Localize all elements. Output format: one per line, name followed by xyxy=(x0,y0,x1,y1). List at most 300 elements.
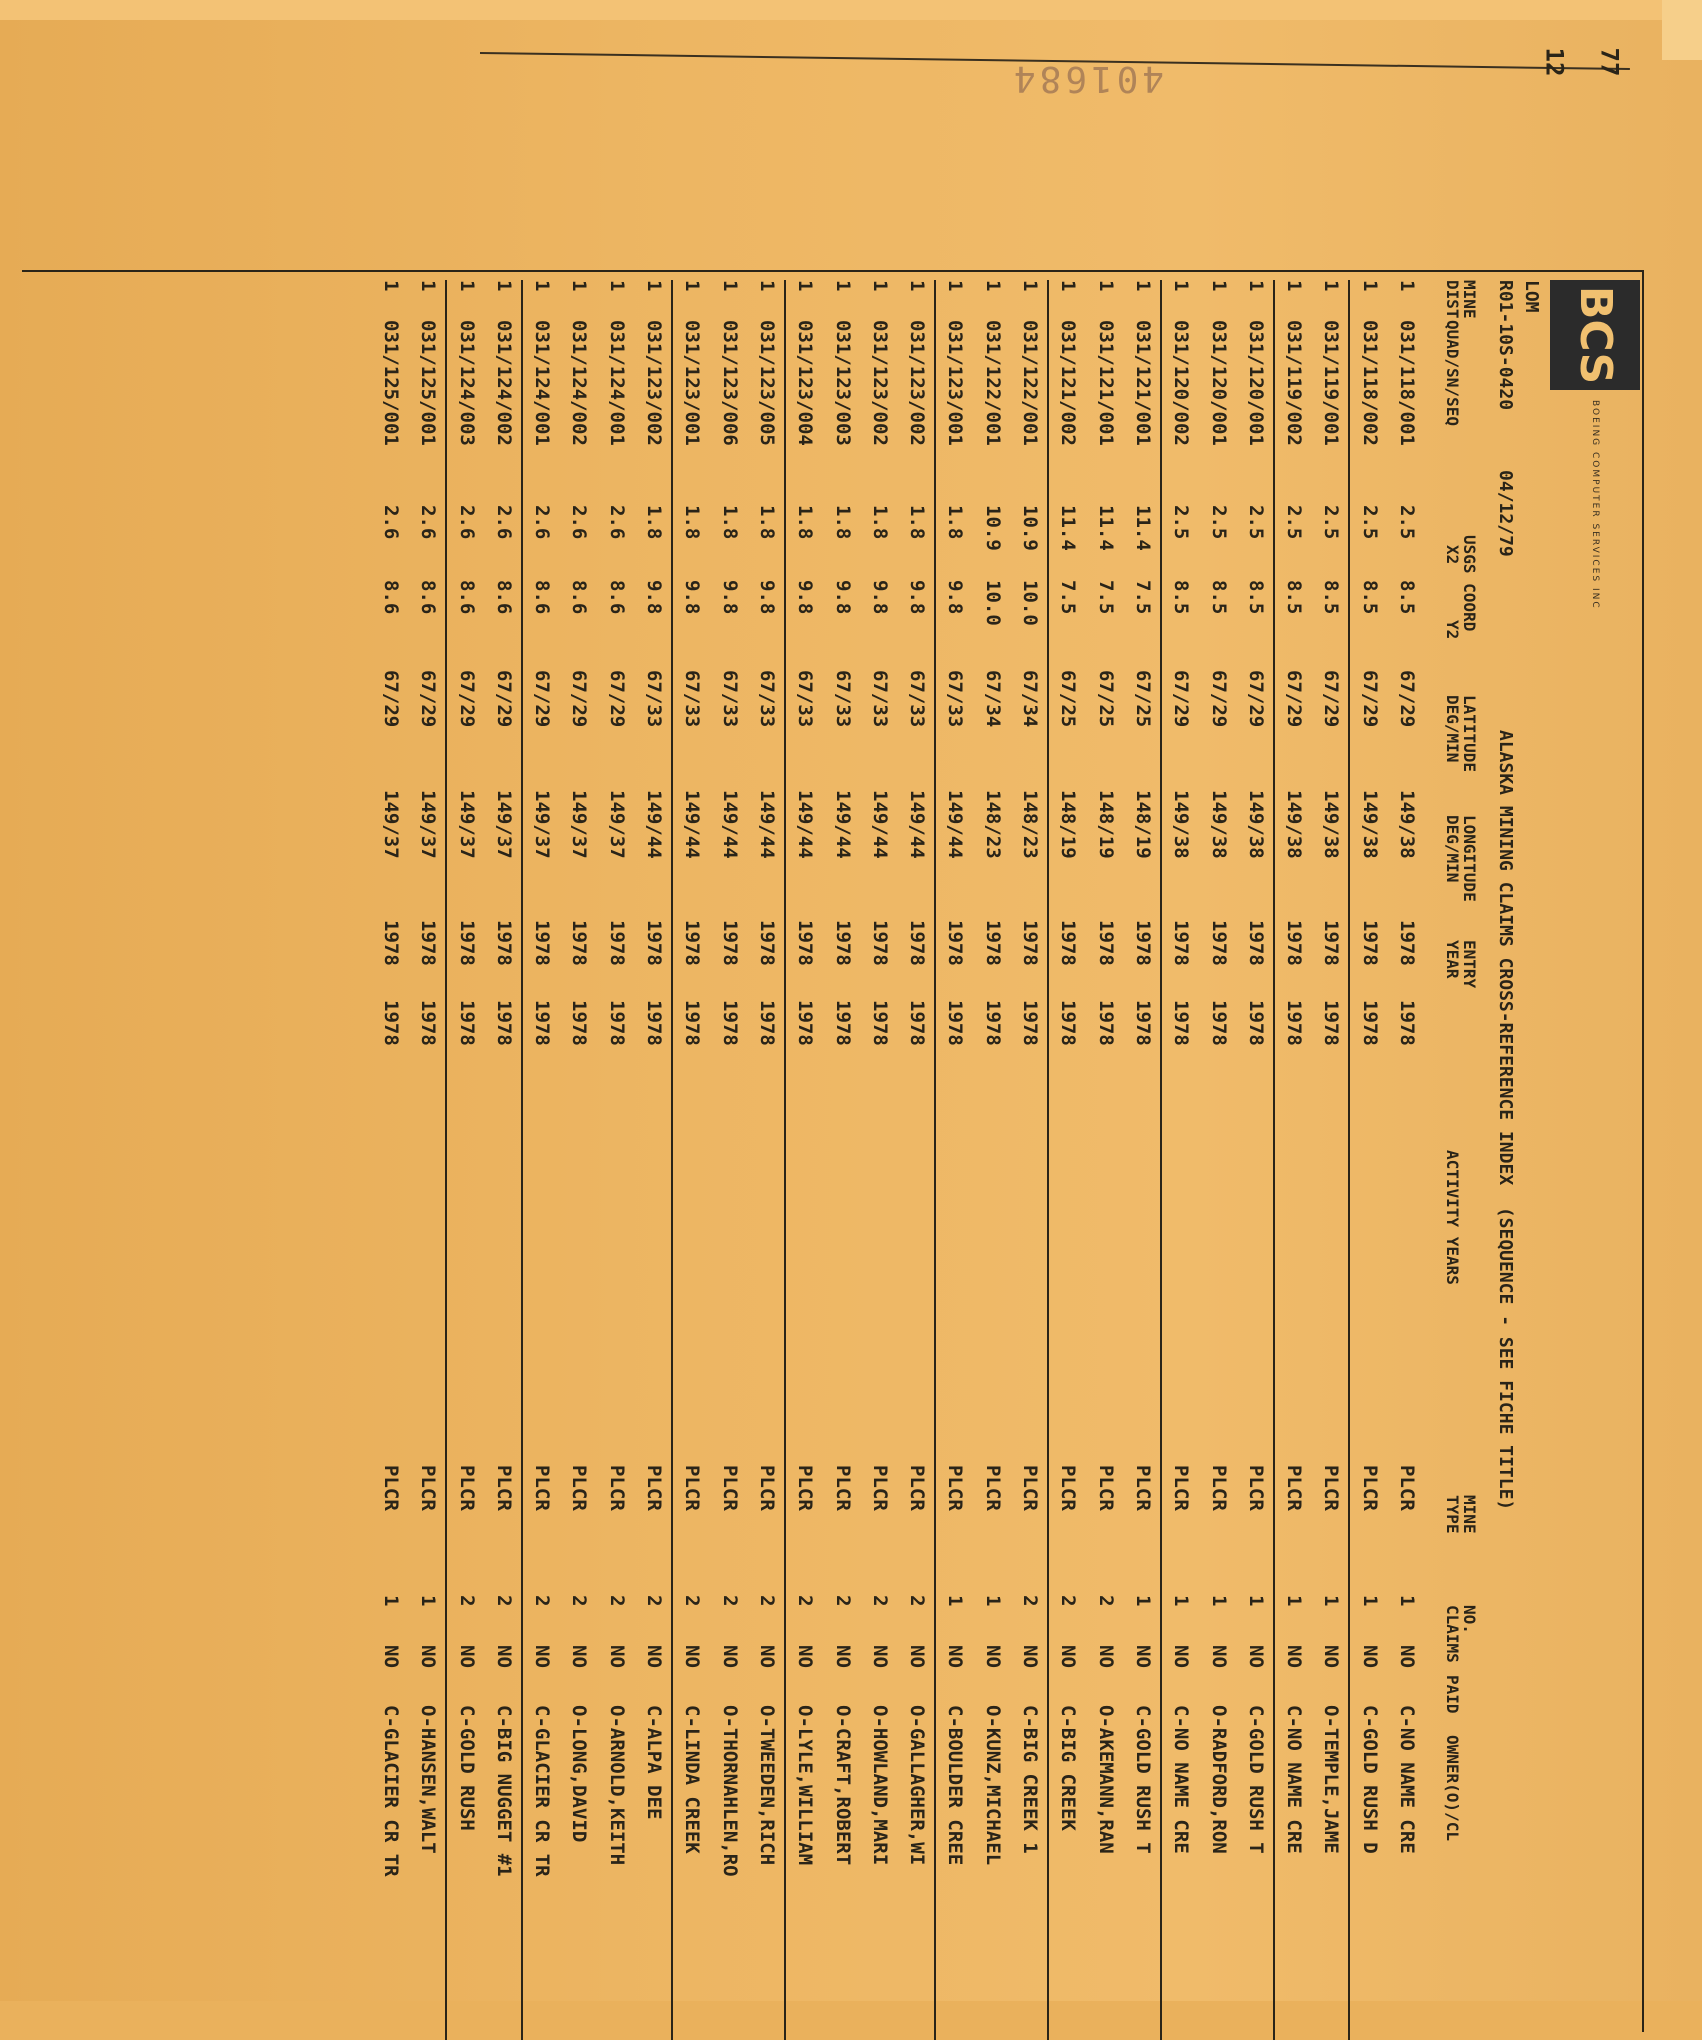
logo-subtitle: BOEING COMPUTER SERVICES INC xyxy=(1590,400,1600,610)
run-id: R01-10S-0420 xyxy=(1495,280,1516,411)
table-cell: NO xyxy=(681,1645,704,1668)
run-date: 04/12/79 xyxy=(1495,470,1516,557)
table-cell: 149/37 xyxy=(417,790,440,859)
table-cell: 2.6 xyxy=(568,505,591,540)
table-cell: 1.8 xyxy=(868,505,891,540)
table-row xyxy=(484,280,521,2040)
table-cell: 67/33 xyxy=(643,670,666,728)
table-cell: 1978 xyxy=(755,920,778,966)
table-cell: 9.8 xyxy=(794,580,817,615)
table-cell: 149/44 xyxy=(944,790,967,859)
table-cell: PLCR xyxy=(379,1465,402,1511)
table-cell: 2 xyxy=(718,1595,741,1607)
table-row xyxy=(1085,280,1122,2040)
table-cell: 1.8 xyxy=(681,505,704,540)
table-cell: 67/33 xyxy=(906,670,929,728)
page-corner xyxy=(1662,0,1702,60)
table-cell: 67/29 xyxy=(1358,670,1381,728)
table-cell: C-BIG CREEK 1 xyxy=(1019,1705,1042,1854)
table-cell: PLCR xyxy=(531,1465,554,1511)
table-row xyxy=(747,280,784,2040)
table-cell: 148/19 xyxy=(1131,790,1154,859)
table-cell: 67/33 xyxy=(755,670,778,728)
table-cell: 67/29 xyxy=(379,670,402,728)
table-cell: 1 xyxy=(1207,1595,1230,1607)
table-cell: 1978 xyxy=(906,1000,929,1046)
table-cell: NO xyxy=(1207,1645,1230,1668)
table-cell: 67/34 xyxy=(1019,670,1042,728)
table-cell: 9.8 xyxy=(718,580,741,615)
table-cell: 67/33 xyxy=(868,670,891,728)
table-cell: 1 xyxy=(944,280,967,292)
table-cell: O-CRAFT,ROBERT xyxy=(831,1705,854,1866)
table-cell: C-NO NAME CRE xyxy=(1283,1705,1306,1854)
table-cell: 1.8 xyxy=(718,505,741,540)
table-cell: 149/38 xyxy=(1244,790,1267,859)
table-cell: 1978 xyxy=(1170,1000,1193,1046)
table-cell: 8.5 xyxy=(1320,580,1343,615)
table-cell: 1 xyxy=(831,280,854,292)
table-cell: O-ARNOLD,KEITH xyxy=(605,1705,628,1866)
page-top-edge xyxy=(0,0,1702,20)
table-cell: 1978 xyxy=(906,920,929,966)
table-cell: 67/29 xyxy=(455,670,478,728)
table-cell: PLCR xyxy=(1207,1465,1230,1511)
table-cell: 1978 xyxy=(492,920,515,966)
table-cell: PLCR xyxy=(868,1465,891,1511)
table-cell: 1978 xyxy=(868,920,891,966)
table-cell: 9.8 xyxy=(868,580,891,615)
table-cell: PLCR xyxy=(1057,1465,1080,1511)
table-cell: 1978 xyxy=(944,1000,967,1046)
table-cell: PLCR xyxy=(681,1465,704,1511)
table-row xyxy=(1387,280,1424,2040)
table-cell: 2.6 xyxy=(531,505,554,540)
table-cell: 1978 xyxy=(1358,920,1381,966)
table-row xyxy=(634,280,671,2040)
table-cell: 1 xyxy=(1358,280,1381,292)
table-cell: 1978 xyxy=(1019,920,1042,966)
table-row xyxy=(860,280,897,2040)
table-cell: O-TEMPLE,JAME xyxy=(1320,1705,1343,1854)
table-cell: 8.5 xyxy=(1283,580,1306,615)
table-row xyxy=(972,280,1009,2040)
table-cell: 1978 xyxy=(1320,1000,1343,1046)
table-row xyxy=(445,280,483,2040)
table-cell: 2 xyxy=(1057,1595,1080,1607)
table-cell: 149/38 xyxy=(1207,790,1230,859)
table-cell: 1978 xyxy=(1170,920,1193,966)
table-cell: 1.8 xyxy=(944,505,967,540)
table-cell: 1 xyxy=(981,280,1004,292)
table-cell: 1978 xyxy=(1207,920,1230,966)
table-row xyxy=(1010,280,1047,2040)
table-cell: O-GALLAGHER,WI xyxy=(906,1705,929,1866)
table-cell: 149/37 xyxy=(379,790,402,859)
table-cell: 1 xyxy=(568,280,591,292)
table-cell: O-AKEMANN,RAN xyxy=(1094,1705,1117,1854)
table-cell: NO xyxy=(906,1645,929,1668)
table-row xyxy=(559,280,596,2040)
table-cell: 1 xyxy=(1358,1595,1381,1607)
table-cell: NO xyxy=(1283,1645,1306,1668)
table-row xyxy=(784,280,822,2040)
table-cell: 9.8 xyxy=(944,580,967,615)
table-cell: 1 xyxy=(417,1595,440,1607)
table-cell: PLCR xyxy=(1244,1465,1267,1511)
header-y2: Y2 xyxy=(1443,620,1462,640)
table-row xyxy=(408,280,445,2040)
table-cell: PLCR xyxy=(1396,1465,1418,1511)
table-cell: 031/123/002 xyxy=(868,320,891,446)
table-cell: 1 xyxy=(1131,1595,1154,1607)
table-cell: 2.6 xyxy=(492,505,515,540)
table-cell: 1 xyxy=(605,280,628,292)
table-cell: 67/33 xyxy=(831,670,854,728)
table-cell: 031/123/002 xyxy=(643,320,666,446)
table-cell: PLCR xyxy=(1283,1465,1306,1511)
table-cell: C-NO NAME CRE xyxy=(1170,1705,1193,1854)
table-cell: 031/120/001 xyxy=(1244,320,1267,446)
table-cell: PLCR xyxy=(831,1465,854,1511)
table-cell: NO xyxy=(417,1645,440,1668)
table-cell: 8.6 xyxy=(568,580,591,615)
table-cell: C-GLACIER CR TR xyxy=(379,1705,402,1877)
table-cell: 031/124/002 xyxy=(492,320,515,446)
table-cell: 031/118/001 xyxy=(1396,320,1418,446)
table-cell: PLCR xyxy=(981,1465,1004,1511)
table-cell: 1978 xyxy=(455,920,478,966)
run-line xyxy=(1495,280,1516,557)
table-cell: NO xyxy=(718,1645,741,1668)
table-cell: PLCR xyxy=(794,1465,817,1511)
table-cell: 1978 xyxy=(1207,1000,1230,1046)
table-cell: 67/25 xyxy=(1057,670,1080,728)
table-cell: O-RADFORD,RON xyxy=(1207,1705,1230,1854)
table-cell: 7.5 xyxy=(1131,580,1154,615)
table-cell: 8.5 xyxy=(1170,580,1193,615)
table-cell: 1978 xyxy=(981,1000,1004,1046)
table-cell: 1978 xyxy=(1131,920,1154,966)
table-cell: 8.6 xyxy=(605,580,628,615)
table-cell: 2 xyxy=(868,1595,891,1607)
table-cell: 7.5 xyxy=(1057,580,1080,615)
table-cell: 1 xyxy=(868,280,891,292)
table-cell: 1978 xyxy=(492,1000,515,1046)
table-cell: O-KUNZ,MICHAEL xyxy=(981,1705,1004,1866)
table-cell: 2.5 xyxy=(1283,505,1306,540)
claims-table xyxy=(371,280,1424,2040)
table-cell: 149/44 xyxy=(906,790,929,859)
table-cell: 1.8 xyxy=(755,505,778,540)
table-cell: 148/19 xyxy=(1057,790,1080,859)
table-cell: 2.5 xyxy=(1358,505,1381,540)
table-cell: 67/29 xyxy=(531,670,554,728)
header-entry-year: ENTRY YEAR xyxy=(1443,940,1479,989)
table-cell: PLCR xyxy=(718,1465,741,1511)
header-lat: LATITUDE DEG/MIN xyxy=(1443,695,1479,773)
table-cell: 8.6 xyxy=(417,580,440,615)
table-cell: C-BOULDER CREE xyxy=(944,1705,967,1866)
header-usgs: USGS COORD xyxy=(1460,535,1479,632)
table-cell: NO xyxy=(568,1645,591,1668)
table-cell: 149/37 xyxy=(455,790,478,859)
table-cell: 1 xyxy=(531,280,554,292)
table-cell: 149/38 xyxy=(1358,790,1381,859)
table-cell: 9.8 xyxy=(755,580,778,615)
table-cell: NO xyxy=(605,1645,628,1668)
table-cell: NO xyxy=(755,1645,778,1668)
table-cell: 1978 xyxy=(1283,920,1306,966)
table-cell: C-NO NAME CRE xyxy=(1396,1705,1418,1854)
table-cell: 1 xyxy=(1207,280,1230,292)
table-cell: 1978 xyxy=(605,1000,628,1046)
table-cell: 031/123/004 xyxy=(794,320,817,446)
table-cell: 149/44 xyxy=(718,790,741,859)
table-row xyxy=(1123,280,1160,2040)
table-cell: NO xyxy=(1358,1645,1381,1668)
table-cell: 149/44 xyxy=(868,790,891,859)
table-cell: PLCR xyxy=(568,1465,591,1511)
table-cell: 1978 xyxy=(981,920,1004,966)
table-cell: 67/29 xyxy=(605,670,628,728)
table-cell: 149/37 xyxy=(568,790,591,859)
table-row xyxy=(671,280,709,2040)
table-cell: 2.5 xyxy=(1244,505,1267,540)
table-cell: 149/44 xyxy=(831,790,854,859)
table-cell: 1978 xyxy=(379,1000,402,1046)
table-cell: 1 xyxy=(379,1595,402,1607)
table-cell: O-LONG,DAVID xyxy=(568,1705,591,1843)
table-cell: 67/33 xyxy=(794,670,817,728)
table-row xyxy=(1311,280,1348,2040)
table-cell: 149/44 xyxy=(755,790,778,859)
table-cell: 1978 xyxy=(643,920,666,966)
table-cell: PLCR xyxy=(1170,1465,1193,1511)
table-cell: NO xyxy=(643,1645,666,1668)
table-cell: 1 xyxy=(794,280,817,292)
table-cell: 1 xyxy=(681,280,704,292)
header-x2: X2 xyxy=(1443,545,1462,565)
table-cell: 149/38 xyxy=(1283,790,1306,859)
table-cell: NO xyxy=(1057,1645,1080,1668)
table-cell: 2 xyxy=(906,1595,929,1607)
table-cell: 9.8 xyxy=(681,580,704,615)
table-cell: C-GOLD RUSH D xyxy=(1358,1705,1381,1854)
table-cell: PLCR xyxy=(455,1465,478,1511)
table-cell: 149/44 xyxy=(643,790,666,859)
table-cell: 1978 xyxy=(417,920,440,966)
table-cell: PLCR xyxy=(1358,1465,1381,1511)
table-cell: 1 xyxy=(492,280,515,292)
table-cell: 7.5 xyxy=(1094,580,1117,615)
table-cell: 1978 xyxy=(643,1000,666,1046)
table-cell: C-ALPA DEE xyxy=(643,1705,666,1820)
table-cell: PLCR xyxy=(1094,1465,1117,1511)
page-mark-1: 12 xyxy=(1540,47,1569,77)
table-cell: 031/125/001 xyxy=(417,320,440,446)
table-cell: NO xyxy=(1019,1645,1042,1668)
table-cell: 11.4 xyxy=(1094,505,1117,551)
table-cell: NO xyxy=(1320,1645,1343,1668)
table-cell: 031/124/003 xyxy=(455,320,478,446)
table-cell: C-BIG CREEK xyxy=(1057,1705,1080,1831)
table-cell: 031/121/001 xyxy=(1131,320,1154,446)
table-cell: 8.6 xyxy=(531,580,554,615)
table-cell: 1 xyxy=(755,280,778,292)
table-cell: PLCR xyxy=(492,1465,515,1511)
table-cell: 1978 xyxy=(718,920,741,966)
table-cell: 1978 xyxy=(1320,920,1343,966)
table-cell: 2.5 xyxy=(1320,505,1343,540)
table-cell: 1 xyxy=(417,280,440,292)
table-cell: PLCR xyxy=(1320,1465,1343,1511)
table-cell: PLCR xyxy=(1131,1465,1154,1511)
table-cell: 1978 xyxy=(531,1000,554,1046)
table-cell: 1.8 xyxy=(906,505,929,540)
header-quad: QUAD/SN/SEQ xyxy=(1443,320,1462,426)
table-cell: 149/44 xyxy=(794,790,817,859)
table-cell: 1978 xyxy=(455,1000,478,1046)
table-cell: 8.5 xyxy=(1358,580,1381,615)
table-cell: 1978 xyxy=(755,1000,778,1046)
table-row xyxy=(709,280,746,2040)
table-cell: 1978 xyxy=(1283,1000,1306,1046)
table-cell: NO xyxy=(1396,1645,1418,1668)
table-cell: 149/38 xyxy=(1396,790,1418,859)
page-mark-2: 77 xyxy=(1595,47,1624,77)
table-cell: 1978 xyxy=(417,1000,440,1046)
table-cell: 1978 xyxy=(1019,1000,1042,1046)
table-cell: 1.8 xyxy=(643,505,666,540)
table-cell: PLCR xyxy=(755,1465,778,1511)
table-cell: PLCR xyxy=(944,1465,967,1511)
table-cell: 8.5 xyxy=(1207,580,1230,615)
table-cell: NO xyxy=(794,1645,817,1668)
table-cell: O-TWEEDEN,RICH xyxy=(755,1705,778,1866)
table-cell: 1 xyxy=(1396,280,1418,292)
table-cell: PLCR xyxy=(605,1465,628,1511)
header-lon: LONGITUDE DEG/MIN xyxy=(1443,815,1479,902)
table-cell: 1978 xyxy=(1094,1000,1117,1046)
table-cell: NO xyxy=(868,1645,891,1668)
table-row xyxy=(371,280,408,2040)
table-cell: 9.8 xyxy=(643,580,666,615)
table-cell: 1 xyxy=(981,1595,1004,1607)
table-cell: 1978 xyxy=(1094,920,1117,966)
table-cell: 67/29 xyxy=(492,670,515,728)
table-cell: 149/37 xyxy=(531,790,554,859)
table-row xyxy=(934,280,972,2040)
table-cell: 031/119/001 xyxy=(1320,320,1343,446)
table-cell: 2.5 xyxy=(1396,505,1418,540)
table-cell: 1978 xyxy=(1131,1000,1154,1046)
table-cell: O-LYLE,WILLIAM xyxy=(794,1705,817,1866)
table-cell: 2.6 xyxy=(455,505,478,540)
table-cell: 1978 xyxy=(568,920,591,966)
table-cell: O-HOWLAND,MARI xyxy=(868,1705,891,1866)
table-row xyxy=(1236,280,1273,2040)
table-cell: 67/29 xyxy=(1207,670,1230,728)
table-cell: PLCR xyxy=(643,1465,666,1511)
table-cell: 1978 xyxy=(718,1000,741,1046)
table-cell: 10.9 xyxy=(1019,505,1042,551)
table-cell: 1 xyxy=(1244,1595,1267,1607)
table-cell: 1 xyxy=(1019,280,1042,292)
table-cell: 1 xyxy=(944,1595,967,1607)
table-cell: 149/38 xyxy=(1320,790,1343,859)
table-cell: NO xyxy=(981,1645,1004,1668)
table-cell: 1978 xyxy=(681,1000,704,1046)
table-cell: 1 xyxy=(718,280,741,292)
table-cell: 1 xyxy=(1283,280,1306,292)
table-cell: 1 xyxy=(1283,1595,1306,1607)
table-cell: 67/29 xyxy=(1283,670,1306,728)
table-cell: 67/25 xyxy=(1131,670,1154,728)
stamp-number: 401684 xyxy=(1010,58,1165,99)
table-cell: 1978 xyxy=(868,1000,891,1046)
table-cell: O-THORNAHLEN,RO xyxy=(718,1705,741,1877)
table-cell: 1978 xyxy=(794,1000,817,1046)
table-cell: 1 xyxy=(1170,1595,1193,1607)
table-cell: 67/25 xyxy=(1094,670,1117,728)
table-cell: 2.5 xyxy=(1170,505,1193,540)
table-cell: 1978 xyxy=(379,920,402,966)
table-cell: O-HANSEN,WALT xyxy=(417,1705,440,1854)
table-cell: C-GOLD RUSH T xyxy=(1244,1705,1267,1854)
table-cell: 1978 xyxy=(1244,1000,1267,1046)
table-cell: 1 xyxy=(1396,1595,1418,1607)
table-cell: 10.9 xyxy=(981,505,1004,551)
header-mine-dist: MINE DIST xyxy=(1443,280,1479,319)
table-cell: 1 xyxy=(906,280,929,292)
header-mine-type: MINE TYPE xyxy=(1443,1495,1479,1534)
table-cell: 149/37 xyxy=(605,790,628,859)
table-cell: 1978 xyxy=(831,920,854,966)
header-owner: OWNER(O)/CL xyxy=(1443,1735,1462,1841)
table-cell: 1 xyxy=(1057,280,1080,292)
table-cell: 031/123/003 xyxy=(831,320,854,446)
table-cell: 031/121/002 xyxy=(1057,320,1080,446)
table-cell: 2 xyxy=(643,1595,666,1607)
header-claims: NO. CLAIMS xyxy=(1443,1605,1479,1663)
table-cell: C-BIG NUGGET #1 xyxy=(492,1705,515,1877)
report-title: ALASKA MINING CLAIMS CROSS-REFERENCE INDEX (SEQUENCE - SEE FICHE TITLE) xyxy=(1495,730,1516,1511)
table-cell: 1978 xyxy=(568,1000,591,1046)
table-cell: 2.6 xyxy=(379,505,402,540)
table-cell: 1978 xyxy=(605,920,628,966)
table-cell: 67/29 xyxy=(1396,670,1418,728)
table-cell: 1978 xyxy=(1358,1000,1381,1046)
table-cell: 149/38 xyxy=(1170,790,1193,859)
table-cell: 1 xyxy=(1320,1595,1343,1607)
table-cell: 9.8 xyxy=(831,580,854,615)
table-cell: 031/122/001 xyxy=(981,320,1004,446)
table-cell: 031/123/001 xyxy=(681,320,704,446)
table-cell: NO xyxy=(944,1645,967,1668)
table-cell: 1.8 xyxy=(794,505,817,540)
table-cell: 1978 xyxy=(1396,920,1418,966)
table-cell: 031/123/002 xyxy=(906,320,929,446)
table-cell: 10.0 xyxy=(1019,580,1042,626)
table-cell: 67/33 xyxy=(944,670,967,728)
table-cell: C-GOLD RUSH xyxy=(455,1705,478,1831)
table-cell: 1 xyxy=(1170,280,1193,292)
table-cell: 67/29 xyxy=(417,670,440,728)
report-code: LOM xyxy=(1521,280,1542,313)
table-cell: 8.6 xyxy=(492,580,515,615)
table-cell: 1978 xyxy=(531,920,554,966)
